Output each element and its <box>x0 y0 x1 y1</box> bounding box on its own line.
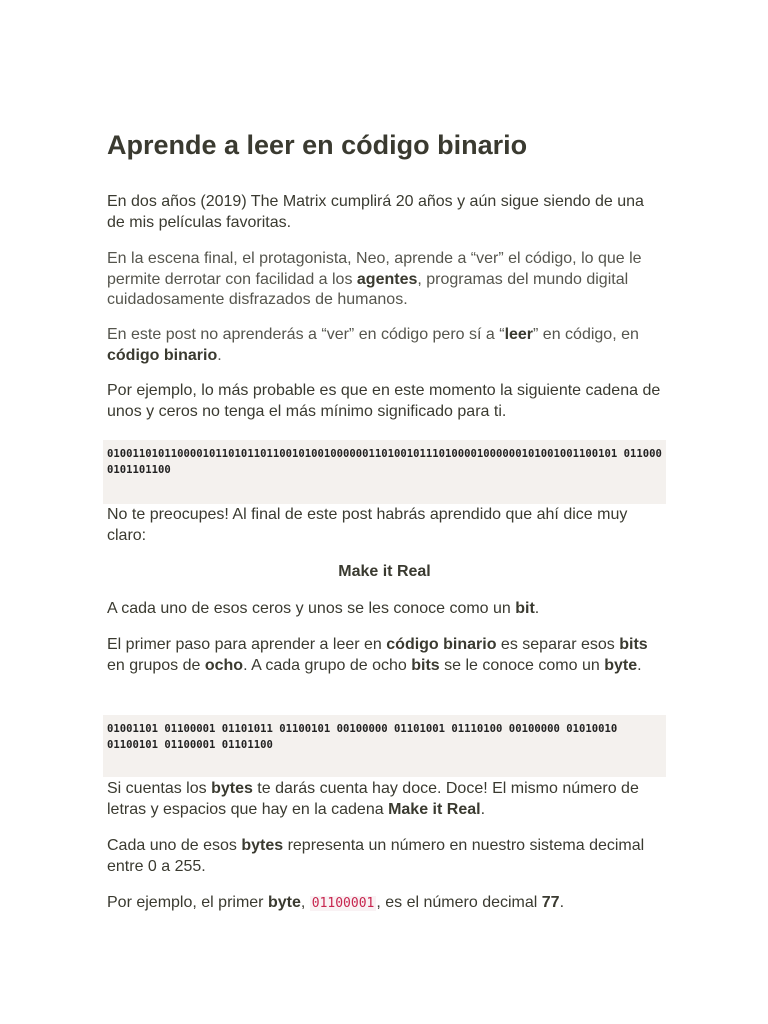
page-title: Aprende a leer en código binario <box>107 130 528 160</box>
paragraph-neo: En la escena final, el protagonista, Neo, aprende a “ver” el código, lo que le permite derrotar con facilidad a los agentes, programas del mundo digital cuidadosamente disfrazados de humanos. <box>107 250 642 308</box>
code-block-bytes: 01001101 01100001 01101011 01100101 00100000 01101001 01110100 00100000 01010010 01100101 01100001 01101100 <box>103 715 666 777</box>
paragraph-intro: En dos años (2019) The Matrix cumplirá 20 años y aún sigue siendo de una de mis películas favoritas. <box>107 193 644 231</box>
paragraph-decimal: Cada uno de esos bytes representa un número en nuestro sistema decimal entre 0 a 255. <box>107 837 645 875</box>
paragraph-count: Si cuentas los bytes te darás cuenta hay doce. Doce! El mismo número de letras y espacios que hay en la cadena Make it Real. <box>107 780 639 818</box>
paragraph-byte: El primer paso para aprender a leer en código binario es separar esos bits en grupos de ocho. A cada grupo de ocho bits se le conoce como un byte. <box>107 636 648 674</box>
paragraph-bit: A cada uno de esos ceros y unos se les conoce como un bit. <box>107 600 540 617</box>
make-it-real-heading: Make it Real <box>338 563 431 580</box>
paragraph-first-byte: Por ejemplo, el primer byte, 01100001 , es el número decimal 77. <box>107 894 565 911</box>
paragraph-post: En este post no aprenderás a “ver” en código pero sí a “leer” en código, en código binario. <box>107 326 639 364</box>
paragraph-example: Por ejemplo, lo más probable es que en este momento la siguiente cadena de unos y ceros no tenga el más mínimo significado para ti. <box>107 382 661 420</box>
inline-code-byte: 01100001 <box>311 896 375 911</box>
paragraph-no-worries: No te preocupes! Al final de este post habrás aprendido que ahí dice muy claro: <box>107 506 628 544</box>
code-block-binary: 01001101011000010110101101100101001000000110100101110100001000000101001001100101 0110000101101100 <box>103 440 666 504</box>
